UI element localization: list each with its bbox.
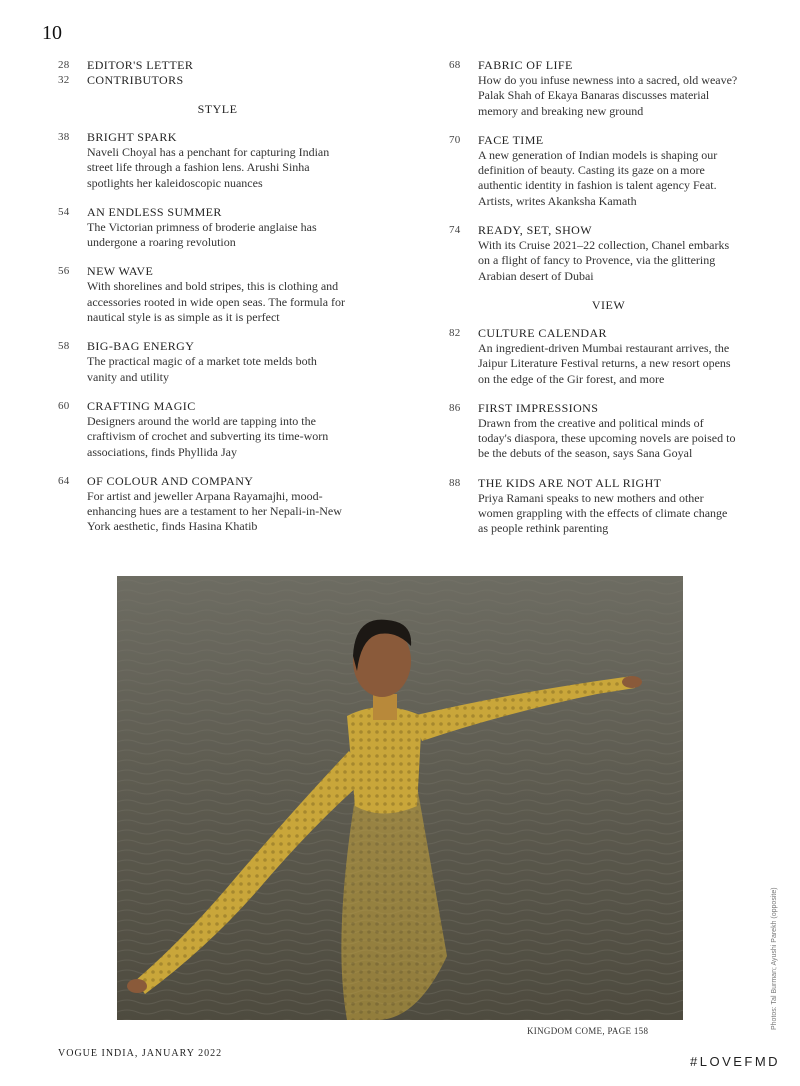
toc-entry[interactable] — [58, 58, 348, 73]
toc-title: EDITOR'S LETTER — [87, 58, 194, 72]
toc-description: Priya Ramani speaks to new mothers and other women grappling with the effects of climate change as people rethink parenting — [478, 490, 728, 536]
feature-photo[interactable] — [117, 576, 683, 1020]
toc-title: BRIGHT SPARK — [87, 130, 177, 144]
toc-description: With shorelines and bold stripes, this is clothing and accessories rooted in wide open seas. The formula for nautical style is as simple as it is perfect — [87, 279, 346, 325]
toc-title: FABRIC OF LIFE — [478, 58, 573, 72]
toc-page-number: 28 — [58, 59, 70, 71]
toc-description: A new generation of Indian models is shaping our definition of beauty. Casting its gaze on a more authentic identity in fashion is talent agency Feat. Artists, writes Akanksha Kamath — [478, 147, 718, 208]
toc-entry[interactable] — [449, 476, 739, 537]
toc-description: For artist and jeweller Arpana Rayamajhi, mood-enhancing hues are a testament to her Nepali-in-New York aesthetic, finds Hasina Khatib — [87, 488, 342, 534]
toc-title: THE KIDS ARE NOT ALL RIGHT — [478, 475, 662, 490]
toc-entry[interactable] — [58, 339, 348, 385]
watermark: #LOVEFMD — [690, 1054, 781, 1069]
toc-page-number: 64 — [58, 474, 70, 487]
toc-page-number: 88 — [449, 476, 461, 489]
toc-page-number: 82 — [449, 326, 461, 339]
toc-title: CONTRIBUTORS — [87, 73, 184, 87]
toc-entry[interactable] — [449, 401, 739, 462]
toc-page-number: 74 — [449, 224, 461, 237]
toc-title: CRAFTING MAGIC — [87, 398, 196, 413]
toc-right-column — [449, 58, 739, 551]
page-number: 10 — [42, 22, 62, 44]
toc-title: READY, SET, SHOW — [478, 223, 592, 238]
toc-title: FIRST IMPRESSIONS — [478, 400, 599, 415]
toc-page-number: 60 — [58, 399, 70, 412]
toc-title: NEW WAVE — [87, 264, 154, 279]
toc-title: OF COLOUR AND COMPANY — [87, 473, 254, 488]
toc-page-number: 86 — [449, 401, 461, 414]
toc-title: FACE TIME — [478, 132, 544, 147]
toc-description: With its Cruise 2021–22 collection, Chanel embarks on a flight of fancy to Provence, via the glittering Arabian desert of Dubai — [478, 238, 730, 283]
toc-page-number: 56 — [58, 265, 70, 278]
toc-entry[interactable] — [449, 223, 739, 284]
section-heading-view: VIEW — [591, 297, 626, 312]
toc-entry[interactable] — [58, 474, 348, 535]
toc-title: AN ENDLESS SUMMER — [87, 204, 222, 219]
toc-description: The Victorian primness of broderie anglaise has undergone a roaring revolution — [87, 219, 317, 250]
photo-caption: KINGDOM COME, PAGE 158 — [527, 1026, 649, 1036]
toc-entry[interactable] — [58, 399, 348, 460]
toc-page-number: 38 — [58, 131, 70, 143]
toc-page-number: 58 — [58, 340, 70, 353]
toc-page-number: 32 — [58, 74, 70, 86]
toc-page-number: 68 — [449, 59, 461, 71]
toc-description: How do you infuse newness into a sacred, old weave? Palak Shah of Ekaya Banaras discusses material memory and breaking new ground — [478, 73, 738, 118]
toc-entry[interactable] — [58, 73, 348, 88]
toc-title: CULTURE CALENDAR — [478, 325, 607, 340]
toc-entry[interactable] — [58, 264, 348, 325]
publication-footer: VOGUE INDIA, JANUARY 2022 — [58, 1048, 223, 1059]
toc-description: The practical magic of a market tote melds both vanity and utility — [87, 354, 317, 384]
toc-title: BIG-BAG ENERGY — [87, 339, 195, 354]
section-heading-style: STYLE — [197, 102, 238, 116]
toc-entry[interactable] — [449, 133, 739, 209]
toc-description: Designers around the world are tapping into the craftivism of crochet and subverting its time-worn associations, finds Phyllida Jay — [87, 413, 329, 459]
toc-entry[interactable] — [58, 205, 348, 251]
toc-entry[interactable] — [449, 58, 739, 119]
toc-page-number: 54 — [58, 205, 70, 218]
toc-entry[interactable] — [449, 326, 739, 387]
toc-description: Naveli Choyal has a penchant for capturing Indian street life through a fashion lens. Arushi Sinha spotlights her kaleidoscopic nuances — [87, 145, 330, 190]
toc-description: Drawn from the creative and political minds of today's diaspora, these upcoming novels are poised to be the debuts of the season, says Sana Goyal — [478, 415, 736, 461]
toc-description: An ingredient-driven Mumbai restaurant arrives, the Jaipur Literature Festival returns, a new resort opens on the edge of the Gir forest, and more — [478, 340, 731, 386]
woman-in-water-illustration — [117, 576, 683, 1020]
photo-credit: Photos: Tal Burman; Ayushi Parekh (opposite) — [771, 887, 778, 1030]
toc-page-number: 70 — [449, 133, 461, 146]
toc-entry[interactable] — [58, 130, 348, 191]
toc-left-column — [58, 58, 348, 549]
